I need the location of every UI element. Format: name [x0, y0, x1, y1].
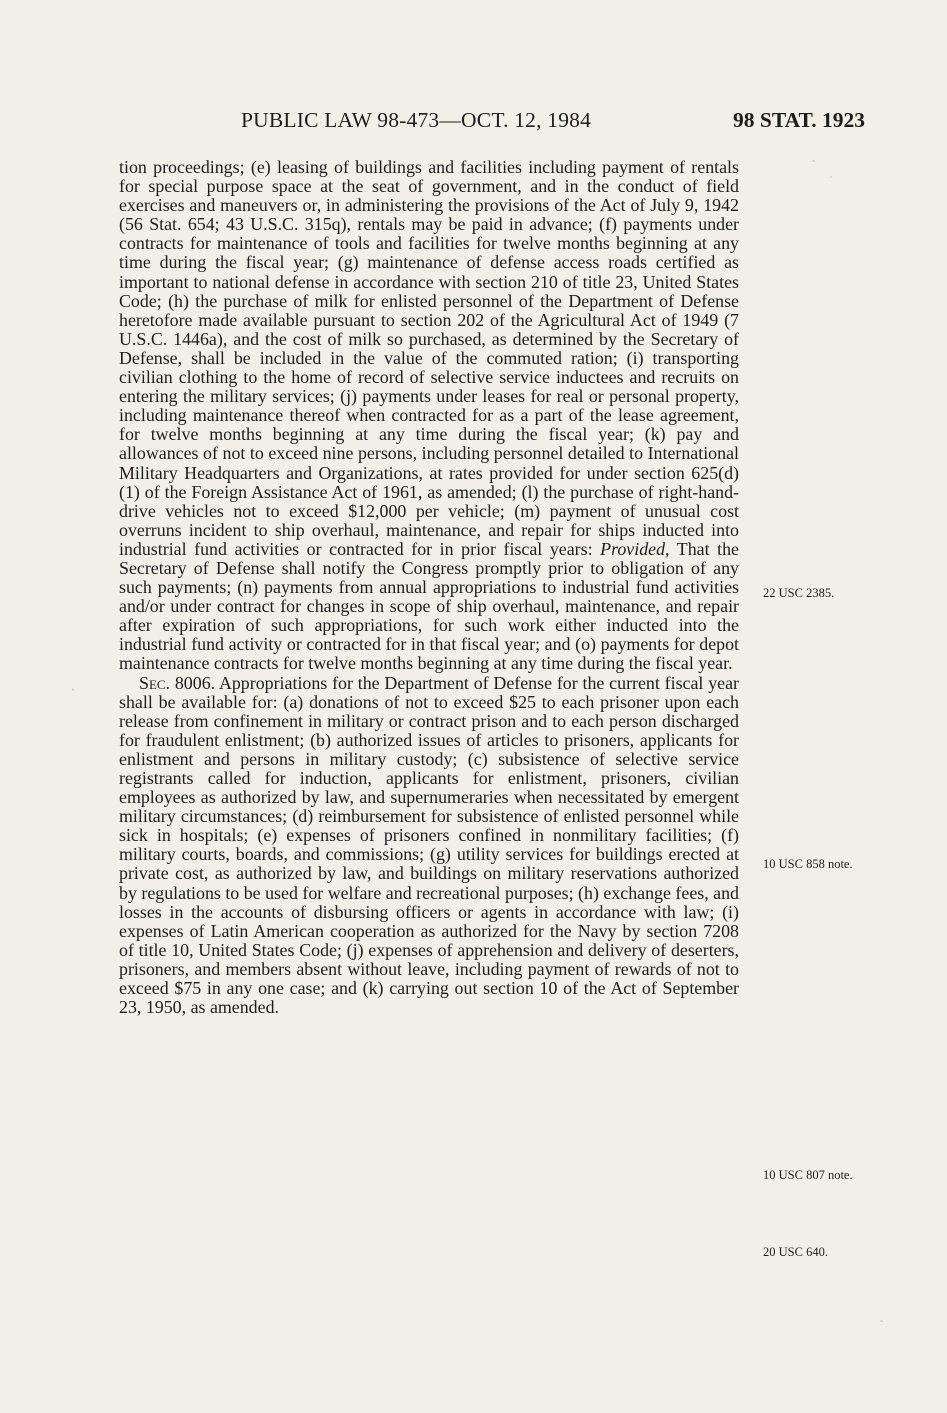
- page-header-title: PUBLIC LAW 98-473—OCT. 12, 1984: [241, 108, 592, 132]
- margin-note: 20 USC 640.: [763, 1245, 828, 1259]
- page-header-stat-ref: 98 STAT. 1923: [733, 108, 866, 132]
- section-paragraph: [119, 674, 739, 1018]
- paragraph-text: 8006. Appropriations for the Department of Defense for the current fiscal year shall be available for: (a) donations of not to exceed $25 to each prisoner upon each release from confinement in military or contract prison and to each person discharged for fraudulent enlistment; (b) authorized issues of articles to prisoners, applicants for enlistment and persons in military custody; (c) subsistence of selective service registrants called for induction, applicants for enlistment, prisoners, civilian employees as authorized by law, and supernumeraries when necessitated by emergent military circumstances; (d) reimbursement for subsistence of enlisted personnel while sick in hospitals; (e) expenses of prisoners confined in nonmilitary facilities; (f) military courts, boards, and commissions; (g) utility services for buildings erected at private cost, as authorized by law, and buildings on military reservations authorized by regulations to be used for welfare and recreational purposes; (h) exchange fees, and losses in the accounts of disbursing officers or agents in accordance with law; (i) expenses of Latin American cooperation as authorized for the Navy by section 7208 of title 10, United States Code; (j) expenses of apprehension and delivery of deserters, prisoners, and members absent without leave, including payment of rewards of not to exceed $75 in any one case; and (k) carrying out section 10 of the Act of September 23, 1950, as amended.: [119, 672, 739, 1018]
- margin-note: 10 USC 807 note.: [763, 1168, 853, 1182]
- scan-speck: [812, 160, 815, 162]
- body-text: [119, 158, 739, 1017]
- scan-speck: [72, 688, 74, 691]
- margin-note: 10 USC 858 note.: [763, 857, 853, 871]
- section-label: Sec.: [139, 672, 171, 693]
- paragraph-text-continued: That the Secretary of Defense shall notify the Congress promptly prior to obligation of any such payments; (n) payments from annual appropriations to industrial fund activities and/or under contract for changes in scope of ship overhaul, maintenance, and repair after expiration of such appropriations, for such work either inducted into the industrial fund activity or contracted for in that fiscal year; and (o) payments for depot maintenance contracts for twelve months beginning at any time during the fiscal year.: [119, 538, 740, 674]
- paragraph-text: tion proceedings; (e) leasing of buildings and facilities including payment of rentals for special purpose space at the seat of government, and in the conduct of field exercises and maneuvers or, in administering the provisions of the Act of July 9, 1942 (56 Stat. 654; 43 U.S.C. 315q), rentals may be paid in advance; (f) payments under contracts for maintenance of tools and facilities for twelve months beginning at any time during the fiscal year; (g) maintenance of defense access roads certified as important to national defense in accordance with section 210 of title 23, United States Code; (h) the purchase of milk for enlisted personnel of the Department of Defense heretofore made available pursuant to section 202 of the Agricultural Act of 1949 (7 U.S.C. 1446a), and the cost of milk so purchased, as determined by the Secretary of Defense, shall be included in the value of the commuted ration; (i) transporting civilian clothing to the home of record of selective service inductees and recruits on entering the military services; (j) payments under leases for real or personal property, including maintenance thereof when contracted for as a part of the lease agreement, for twelve months beginning at any time during the fiscal year; (k) pay and allowances of not to exceed nine persons, including personnel detailed to International Military Headquarters and Organizations, at rates provided for under section 625(d)(1) of the Foreign Assistance Act of 1961, as amended; (l) the purchase of right-hand-drive vehicles not to exceed $12,000 per vehicle; (m) payment of unusual cost overruns incident to ship overhaul, maintenance, and repair for ships inducted into industrial fund activities or contracted for in prior fiscal years:: [119, 157, 739, 559]
- emphasis-provided: Provided,: [600, 538, 670, 559]
- scan-speck: [830, 176, 832, 178]
- paragraph: [119, 158, 739, 674]
- margin-note: 22 USC 2385.: [763, 586, 835, 600]
- scan-speck: [880, 1320, 883, 1322]
